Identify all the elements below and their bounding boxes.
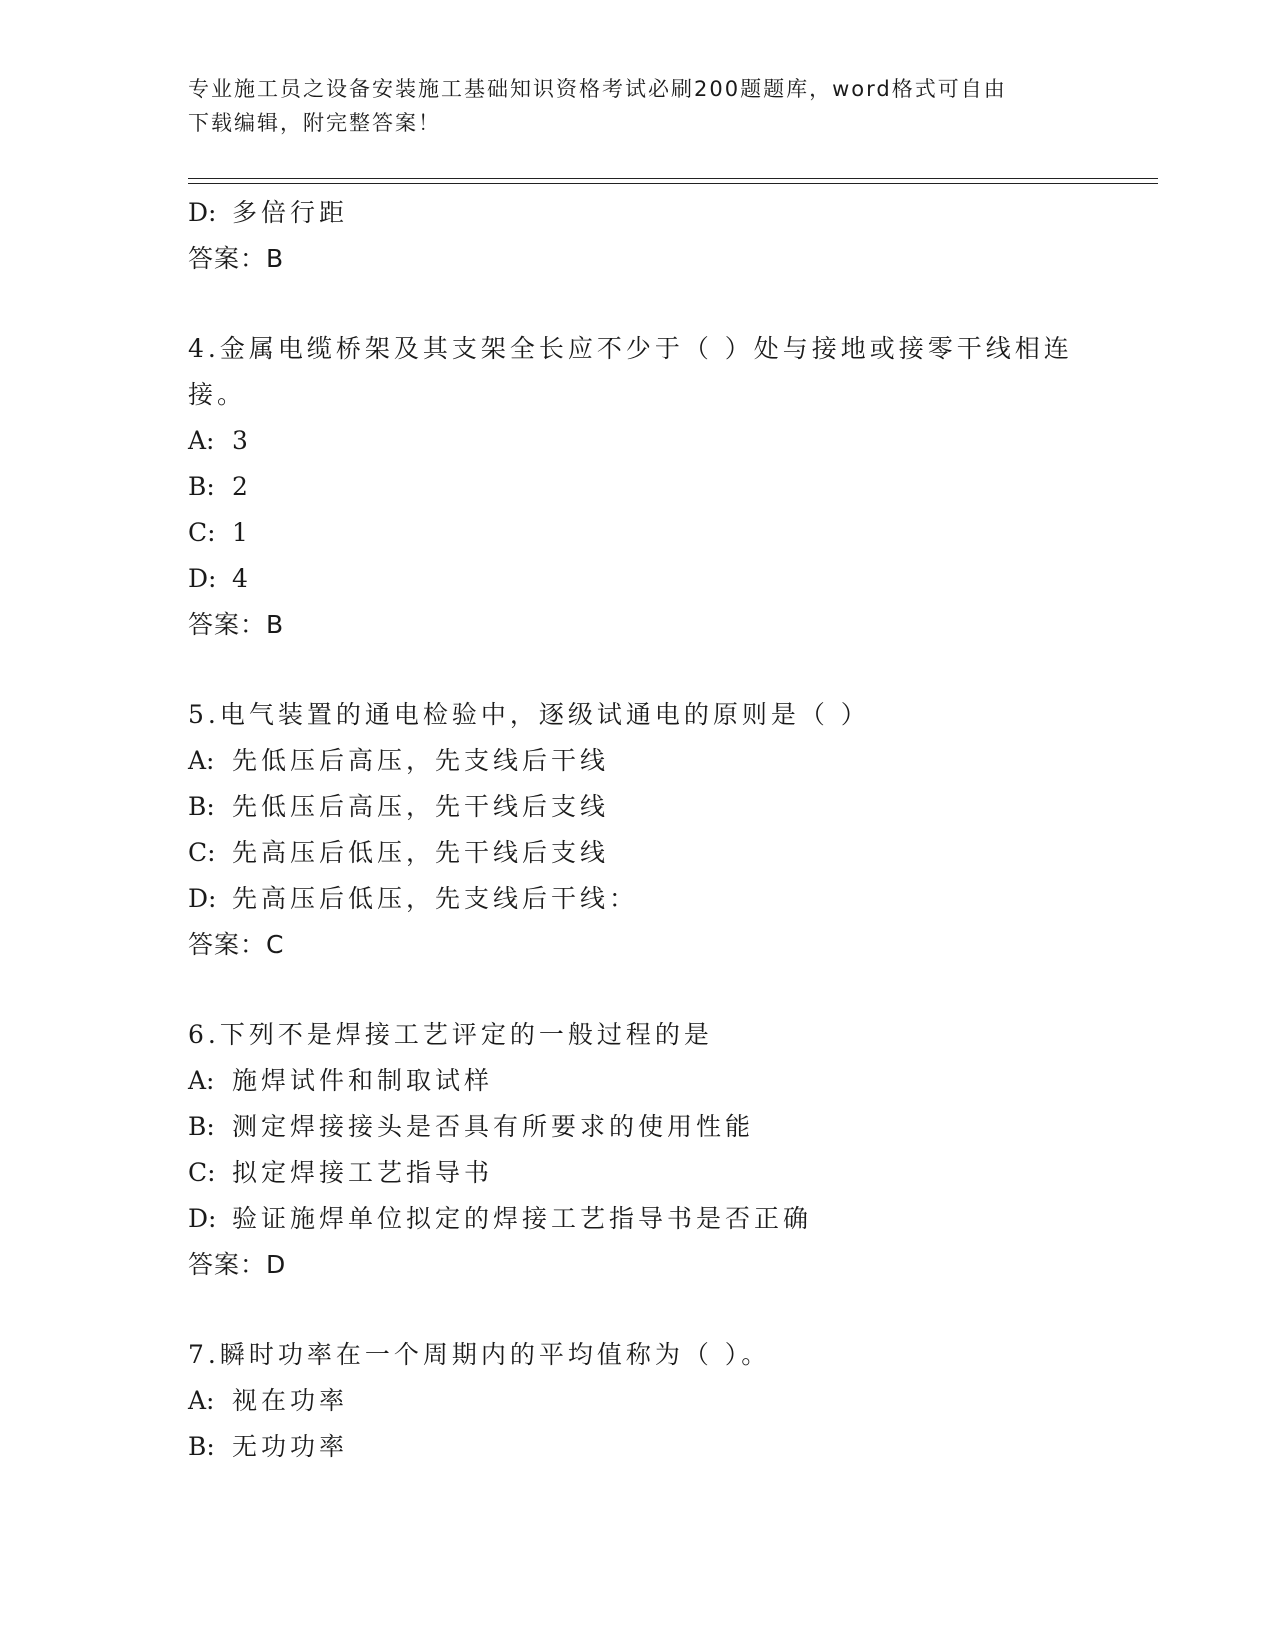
option-label: C: (188, 838, 216, 867)
option-d (188, 1196, 1088, 1242)
option-label: A: (188, 746, 215, 775)
option-text: 1 (232, 518, 252, 547)
option-c (188, 1150, 1088, 1196)
option-text: 多倍行距 (232, 198, 349, 227)
header-divider-top (188, 178, 1158, 179)
option-text: 先高压后低压，先干线后支线 (232, 838, 610, 867)
option-b (188, 1104, 1088, 1150)
question-4-text-line-1: 4.金属电缆桥架及其支架全长应不少于（ ）处与接地或接零干线相连 (188, 334, 1073, 363)
option-d (188, 876, 1088, 922)
option-b (188, 1424, 1088, 1470)
header-title-line-2: 下载编辑，附完整答案！ (188, 111, 441, 135)
option-label: D: (188, 1204, 217, 1233)
option-text: 拟定焊接工艺指导书 (232, 1158, 494, 1187)
option-d (188, 190, 1088, 236)
option-a (188, 738, 1088, 784)
option-label: D: (188, 198, 217, 227)
option-label: D: (188, 564, 217, 593)
option-label: A: (188, 1386, 215, 1415)
document-header (188, 72, 1068, 140)
question-4-text-line-2: 接。 (188, 380, 247, 409)
option-text: 2 (232, 472, 252, 501)
question-5-text: 5.电气装置的通电检验中，逐级试通电的原则是（ ） (188, 700, 870, 729)
option-a (188, 418, 1088, 464)
option-text: 施焊试件和制取试样 (232, 1066, 494, 1095)
option-a (188, 1058, 1088, 1104)
header-divider-bottom (188, 183, 1158, 184)
option-d (188, 556, 1088, 602)
option-label: A: (188, 1066, 215, 1095)
option-label: B: (188, 472, 215, 501)
option-text: 先高压后低压，先支线后干线： (232, 884, 639, 913)
option-text: 无功功率 (232, 1432, 349, 1461)
option-text: 3 (232, 426, 252, 455)
answer-line: 答案：C (188, 930, 285, 959)
option-label: B: (188, 792, 215, 821)
option-label: D: (188, 884, 217, 913)
option-text: 测定焊接接头是否具有所要求的使用性能 (232, 1112, 755, 1141)
question-7-text: 7.瞬时功率在一个周期内的平均值称为（ ）。 (188, 1340, 771, 1369)
option-a (188, 1378, 1088, 1424)
answer-line: 答案：B (188, 244, 285, 273)
question-6-text: 6.下列不是焊接工艺评定的一般过程的是 (188, 1020, 713, 1049)
option-label: B: (188, 1112, 215, 1141)
option-b (188, 784, 1088, 830)
option-text: 先低压后高压，先干线后支线 (232, 792, 610, 821)
option-c (188, 830, 1088, 876)
option-text: 视在功率 (232, 1386, 349, 1415)
option-text: 4 (232, 564, 252, 593)
option-label: C: (188, 1158, 216, 1187)
header-title-line-1: 专业施工员之设备安装施工基础知识资格考试必刷200题题库，word格式可自由 (188, 77, 1007, 101)
answer-line: 答案：B (188, 610, 285, 639)
option-label: C: (188, 518, 216, 547)
answer-line: 答案：D (188, 1250, 287, 1279)
option-label: B: (188, 1432, 215, 1461)
option-b (188, 464, 1088, 510)
option-text: 验证施焊单位拟定的焊接工艺指导书是否正确 (232, 1204, 813, 1233)
option-text: 先低压后高压，先支线后干线 (232, 746, 610, 775)
question-content (188, 190, 1088, 1470)
option-c (188, 510, 1088, 556)
option-label: A: (188, 426, 215, 455)
